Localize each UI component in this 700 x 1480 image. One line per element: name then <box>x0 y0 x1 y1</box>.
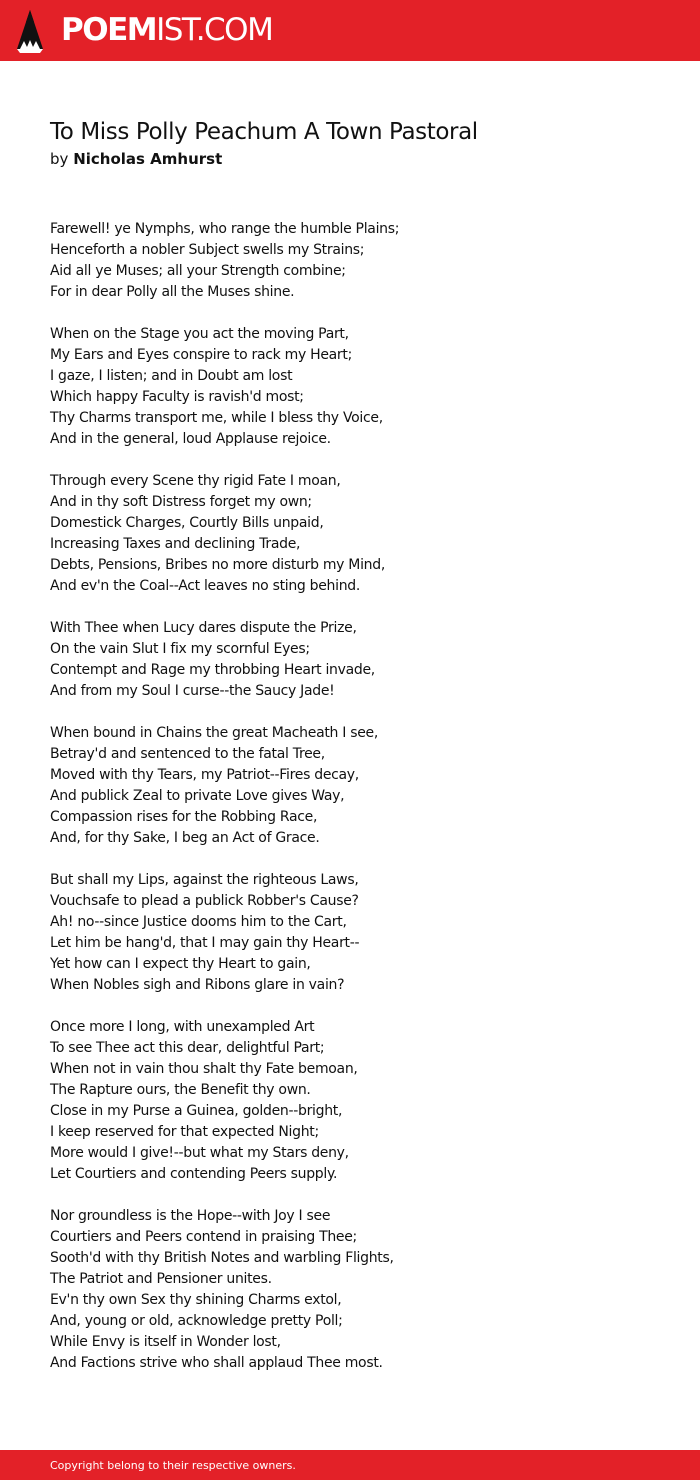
poem-line: Contempt and Rage my throbbing Heart invade, <box>50 662 375 678</box>
poem-line: Courtiers and Peers contend in praising Thee; <box>50 1229 357 1245</box>
poem-line: Let Courtiers and contending Peers supply. <box>50 1166 338 1182</box>
poem-line: Betray'd and sentenced to the fatal Tree, <box>50 746 325 762</box>
poem-line: Ev'n thy own Sex thy shining Charms extol, <box>50 1292 342 1308</box>
poem-stanza <box>50 1206 670 1374</box>
copyright-text: Copyright belong to their respective owners. <box>50 1459 296 1472</box>
poem-line: Debts, Pensions, Bribes no more disturb my Mind, <box>50 557 385 573</box>
poem-title: To Miss Polly Peachum A Town Pastoral <box>50 119 478 145</box>
poem-line: More would I give!--but what my Stars deny, <box>50 1145 349 1161</box>
poem-line: For in dear Polly all the Muses shine. <box>50 284 295 300</box>
poem-stanza <box>50 870 670 996</box>
poem-stanza <box>50 219 670 303</box>
poem-line: And publick Zeal to private Love gives Way, <box>50 788 345 804</box>
poem-line: And ev'n the Coal--Act leaves no sting behind. <box>50 578 361 594</box>
poem-line: Compassion rises for the Robbing Race, <box>50 809 318 825</box>
poem-line: But shall my Lips, against the righteous Laws, <box>50 872 359 888</box>
poem-line: Thy Charms transport me, while I bless thy Voice, <box>50 410 383 426</box>
poem-line: Henceforth a nobler Subject swells my Strains; <box>50 242 365 258</box>
poem-line: Ah! no--since Justice dooms him to the Cart, <box>50 914 347 930</box>
poem-body <box>50 219 670 1395</box>
poem-line: And, young or old, acknowledge pretty Poll; <box>50 1313 343 1329</box>
poem-line: I keep reserved for that expected Night; <box>50 1124 319 1140</box>
poem-line: The Rapture ours, the Benefit thy own. <box>50 1082 311 1098</box>
poem-line: Aid all ye Muses; all your Strength combine; <box>50 263 346 279</box>
by-label: by <box>50 150 69 168</box>
poem-stanza <box>50 723 670 849</box>
author-name: Nicholas Amhurst <box>73 150 223 168</box>
site-header <box>0 0 700 61</box>
logo-bold-text: POEM <box>61 12 157 48</box>
poem-line: Vouchsafe to plead a publick Robber's Cause? <box>50 893 359 909</box>
byline <box>50 149 670 169</box>
poem-line: Sooth'd with thy British Notes and warbling Flights, <box>50 1250 394 1266</box>
poem-stanza <box>50 324 670 450</box>
poem-line: And, for thy Sake, I beg an Act of Grace. <box>50 830 320 846</box>
poem-line: When not in vain thou shalt thy Fate bemoan, <box>50 1061 358 1077</box>
poem-line: And from my Soul I curse--the Saucy Jade! <box>50 683 335 699</box>
poem-line: Close in my Purse a Guinea, golden--bright, <box>50 1103 343 1119</box>
poem-line: And in the general, loud Applause rejoice. <box>50 431 331 447</box>
poem-line: When on the Stage you act the moving Part, <box>50 326 349 342</box>
poem-line: On the vain Slut I fix my scornful Eyes; <box>50 641 310 657</box>
poem-line: Moved with thy Tears, my Patriot--Fires decay, <box>50 767 359 783</box>
site-logo[interactable] <box>61 11 272 49</box>
poem-stanza <box>50 471 670 597</box>
poem-line: Let him be hang'd, that I may gain thy Heart-- <box>50 935 360 951</box>
poem-line: When Nobles sigh and Ribons glare in vain? <box>50 977 345 993</box>
poem-line: With Thee when Lucy dares dispute the Prize, <box>50 620 357 636</box>
poem-stanza <box>50 1017 670 1185</box>
poem-stanza <box>50 618 670 702</box>
poem-line: I gaze, I listen; and in Doubt am lost <box>50 368 293 384</box>
poem-line: Which happy Faculty is ravish'd most; <box>50 389 304 405</box>
poem-line: And Factions strive who shall applaud Thee most. <box>50 1355 383 1371</box>
poem-line: My Ears and Eyes conspire to rack my Heart; <box>50 347 352 363</box>
poem-line: Domestick Charges, Courtly Bills unpaid, <box>50 515 324 531</box>
poem-line: Through every Scene thy rigid Fate I moan, <box>50 473 341 489</box>
logo-light-text: IST.COM <box>156 12 273 48</box>
site-footer <box>0 1450 700 1480</box>
poem-line: Farewell! ye Nymphs, who range the humble Plains; <box>50 221 400 237</box>
poem-line: When bound in Chains the great Macheath I see, <box>50 725 379 741</box>
poem-line: To see Thee act this dear, delightful Part; <box>50 1040 325 1056</box>
poem-line: Increasing Taxes and declining Trade, <box>50 536 301 552</box>
poem-line: The Patriot and Pensioner unites. <box>50 1271 272 1287</box>
pencil-tip-icon[interactable] <box>16 9 44 53</box>
poem-line: Yet how can I expect thy Heart to gain, <box>50 956 311 972</box>
poem-line: Once more I long, with unexampled Art <box>50 1019 315 1035</box>
poem-line: And in thy soft Distress forget my own; <box>50 494 312 510</box>
poem-line: Nor groundless is the Hope--with Joy I see <box>50 1208 331 1224</box>
poem-line: While Envy is itself in Wonder lost, <box>50 1334 281 1350</box>
